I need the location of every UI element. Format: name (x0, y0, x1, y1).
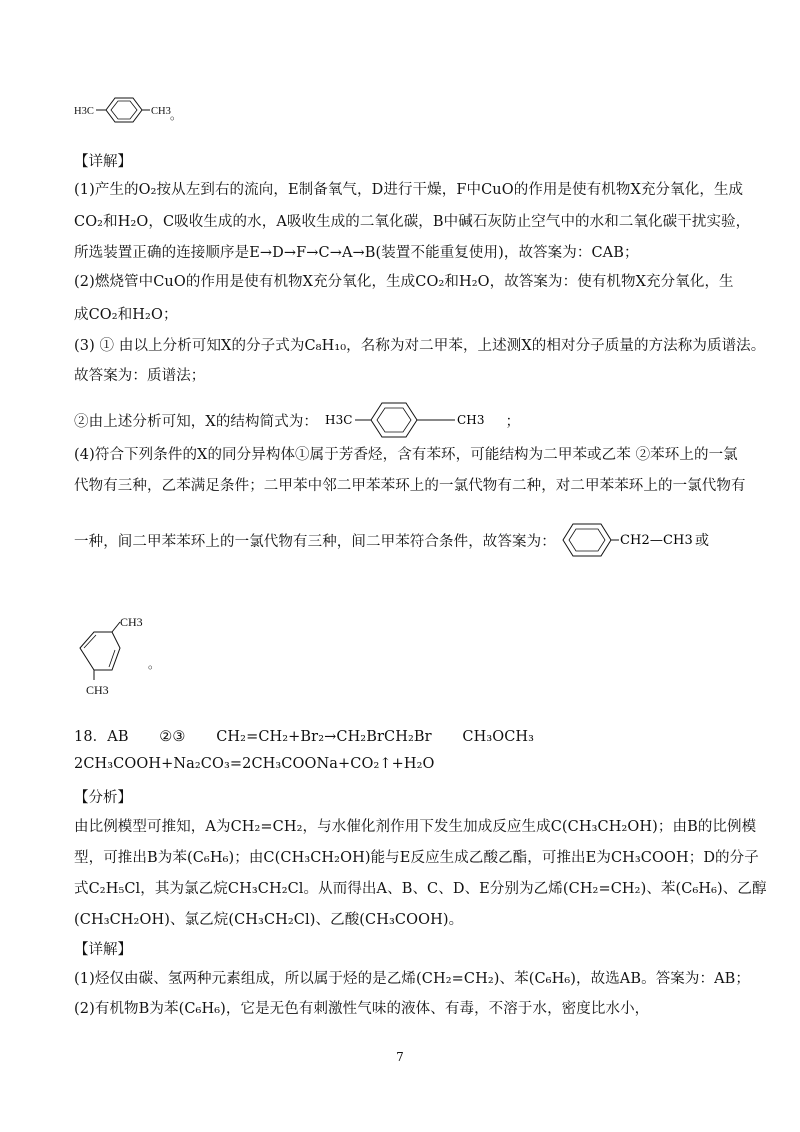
q17-p3-line1: (3) ① 由以上分析可知X的分子式为C₈H₁₀，名称为对二甲苯，上述测X的相对分子质量的方法称为质谱法。 (74, 338, 766, 354)
detail-header: 【详解】 (74, 154, 132, 170)
ethyl-suffix: 或 (694, 533, 709, 549)
q18-answer-5: 2CH₃COOH+Na₂CO₃=2CH₃COONa+CO₂↑+H₂O (74, 756, 435, 772)
page-number: 7 (396, 1050, 404, 1064)
q17-p1-line3: 所选装置正确的连接顺序是E→D→F→C→A→B(装置不能重复使用)，故答案为：CAB； (74, 245, 639, 261)
detail-header-2: 【详解】 (74, 942, 132, 958)
structure-right-label: CH3 (151, 106, 171, 117)
structure-left-label: H3C (74, 106, 94, 117)
q17-p3-line3 (74, 400, 520, 444)
ethylbenzene-structure (561, 520, 713, 564)
q17-p1-line2: CO₂和H₂O，C吸收生成的水，A吸收生成的二氧化碳，B中碱石灰防止空气中的水和二氧化碳干扰实验， (74, 214, 751, 230)
q18-answer-4: CH₃OCH₃ (462, 729, 535, 745)
q18-answer-2: ②③ (159, 729, 186, 745)
m-xylene-structure (70, 612, 170, 704)
q18-analysis-line1: 由比例模型可推知，A为CH₂=CH₂，与水催化剂作用下发生加成反应生成C(CH₃CH₂OH)；由B的比例模 (74, 819, 757, 835)
p-xylene-structure-inline (323, 400, 501, 444)
analysis-header: 【分析】 (74, 790, 132, 806)
q17-p2-line1: (2)燃烧管中CuO的作用是使有机物X充分氧化，生成CO₂和H₂O，故答案为：使有机物X充分氧化，生 (74, 274, 734, 290)
inline-structure-right-label: CH3 (456, 413, 485, 427)
meta-suffix: 。 (148, 657, 161, 671)
q17-p2-line2: 成CO₂和H₂O； (74, 307, 178, 323)
ethyl-chain-label: CH2—CH3 (619, 533, 693, 548)
q18-detail-line1: (1)烃仅由碳、氢两种元素组成，所以属于烃的是乙烯(CH₂=CH₂)、苯(C₆H₆)，故选AB。答案为：AB； (74, 971, 751, 987)
q17-p3-line3-text: ②由上述分析可知，X的结构简式为： (74, 414, 319, 430)
q17-p4-line2: 代物有三种，乙苯满足条件；二甲苯中邻二甲苯苯环上的一氯代物有二种，对二甲苯苯环上的一氯代物有 (74, 478, 746, 494)
p-xylene-structure-top (74, 92, 184, 126)
q18-analysis-line4: (CH₃CH₂OH)、氯乙烷(CH₃CH₂Cl)、乙酸(CH₃COOH)。 (74, 912, 464, 928)
meta-top-methyl-label: CH3 (120, 615, 143, 629)
q18-answers (74, 725, 534, 746)
q18-answer-1: 18．AB (74, 729, 129, 745)
q18-analysis-line2: 型，可推出B为苯(C₆H₆)；由C(CH₃CH₂OH)能与E反应生成乙酸乙酯，可推出E为CH₃COOH；D的分子 (74, 850, 759, 866)
q17-p4-line3 (74, 520, 713, 564)
q17-p4-line3-text: 一种，间二甲苯苯环上的一氯代物有三种，间二甲苯符合条件，故答案为： (74, 534, 556, 550)
meta-bottom-methyl-label: CH3 (86, 683, 109, 697)
q18-answer-3: CH₂=CH₂+Br₂→CH₂BrCH₂Br (216, 729, 432, 745)
q17-p4-line1: (4)符合下列条件的X的同分异构体①属于芳香烃，含有苯环，可能结构为二甲苯或乙苯 ②苯环上的一氯 (74, 447, 738, 463)
q17-p3-line2: 故答案为：质谱法； (74, 368, 206, 384)
q18-analysis-line3: 式C₂H₅Cl，其为氯乙烷CH₃CH₂Cl。从而得出A、B、C、D、E分别为乙烯(CH₂=CH₂)、苯(C₆H₆)、乙醇 (74, 881, 767, 897)
q17-p1-line1: (1)产生的O₂按从左到右的流向，E制备氧气，D进行干燥，F中CuO的作用是使有机物X充分氧化，生成 (74, 182, 744, 198)
structure-suffix: 。 (170, 108, 183, 122)
q18-detail-line2: (2)有机物B为苯(C₆H₆)，它是无色有刺激性气味的液体、有毒，不溶于水，密度比水小， (74, 1001, 650, 1017)
q17-p3-line3-end: ； (505, 414, 521, 430)
inline-structure-left-label: H3C (324, 413, 353, 427)
